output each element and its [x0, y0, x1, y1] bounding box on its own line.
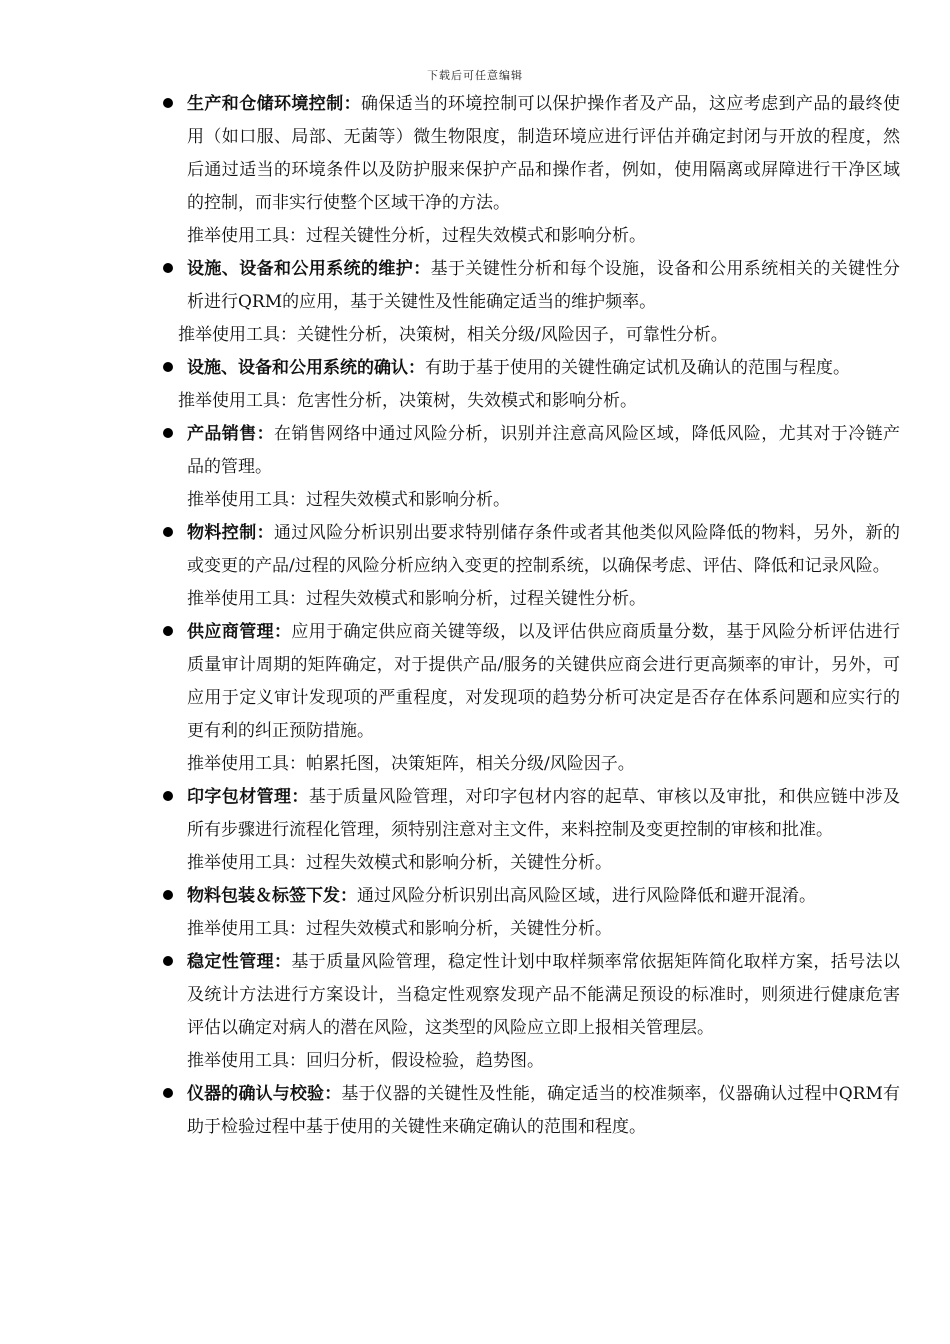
- page-header: 下载后可任意编辑: [427, 69, 523, 82]
- section-material-control: [160, 517, 900, 583]
- section-packaging-labeling: [160, 880, 900, 913]
- recommended-tools: 推举使用工具：过程失效模式和影响分析。: [187, 490, 510, 510]
- section-product-distribution: [160, 418, 900, 484]
- section-title: 设施、设备和公用系统的确认：: [187, 358, 425, 378]
- bullet-icon: [163, 263, 173, 273]
- section-text: 有助于基于使用的关键性确定试机及确认的范围与程度。: [425, 358, 850, 378]
- section-paragraph: [187, 253, 900, 319]
- section-paragraph: [187, 616, 900, 748]
- bullet-icon: [163, 527, 173, 537]
- section-printed-packaging: [160, 781, 900, 847]
- recommended-tools: 推举使用工具：过程失效模式和影响分析，关键性分析。: [187, 853, 612, 873]
- bullet-icon: [163, 428, 173, 438]
- section-paragraph: [187, 880, 900, 913]
- section-title: 印字包材管理：: [187, 787, 309, 807]
- section-title: 仪器的确认与校验：: [187, 1084, 342, 1104]
- section-text: 基于仪器的关键性及性能，确定适当的校准频率，仪器确认过程中QRM有助于检验过程中基于使用的关键性来确定确认的范围和程度。: [187, 1084, 900, 1137]
- recommended-tools: 推举使用工具：过程失效模式和影响分析，关键性分析。: [187, 919, 612, 939]
- section-title: 设施、设备和公用系统的维护：: [187, 259, 431, 279]
- bullet-icon: [163, 890, 173, 900]
- section-title: 生产和仓储环境控制：: [187, 94, 361, 114]
- section-paragraph: [187, 352, 900, 385]
- section-instrument-calibration: [160, 1078, 900, 1144]
- section-title: 产品销售：: [187, 424, 274, 444]
- section-facility-maintenance: [160, 253, 900, 319]
- section-paragraph: [187, 1078, 900, 1144]
- section-facility-qualification: [160, 352, 900, 385]
- section-stability-management: [160, 946, 900, 1045]
- recommended-tools: 推举使用工具：过程失效模式和影响分析，过程关键性分析。: [187, 589, 646, 609]
- bullet-icon: [163, 956, 173, 966]
- section-title: 稳定性管理：: [187, 952, 292, 972]
- section-paragraph: [187, 946, 900, 1045]
- section-paragraph: [187, 88, 900, 220]
- recommended-tools: 推举使用工具：帕累托图，决策矩阵，相关分级/风险因子。: [187, 754, 635, 774]
- recommended-tools: 推举使用工具：危害性分析，决策树，失效模式和影响分析。: [178, 391, 637, 411]
- section-text: 通过风险分析识别出要求特别储存条件或者其他类似风险降低的物料，另外，新的或变更的产品/过程的风险分析应纳入变更的控制系统，以确保考虑、评估、降低和记录风险。: [187, 523, 900, 576]
- recommended-tools: 推举使用工具：过程关键性分析，过程失效模式和影响分析。: [187, 226, 646, 246]
- bullet-icon: [163, 626, 173, 636]
- section-paragraph: [187, 781, 900, 847]
- bullet-icon: [163, 1088, 173, 1098]
- document-body: [160, 88, 900, 1144]
- section-text: 基于关键性分析和每个设施，设备和公用系统相关的关键性分析进行QRM的应用，基于关键性及性能确定适当的维护频率。: [187, 259, 901, 312]
- section-environment-control: [160, 88, 900, 220]
- section-paragraph: [187, 517, 900, 583]
- section-title: 物料包装＆标签下发：: [187, 886, 357, 906]
- section-text: 在销售网络中通过风险分析，识别并注意高风险区域，降低风险，尤其对于冷链产品的管理。: [187, 424, 900, 477]
- bullet-icon: [163, 791, 173, 801]
- section-text: 应用于确定供应商关键等级，以及评估供应商质量分数，基于风险分析评估进行质量审计周期的矩阵确定，对于提供产品/服务的关键供应商会进行更高频率的审计，另外，可应用于定义审计发现项的严重程度，对发现项的趋势分析可决定是否存在体系问题和应实行的更有利的纠正预防措施。: [187, 622, 901, 741]
- section-text: 确保适当的环境控制可以保护操作者及产品，这应考虑到产品的最终使用（如口服、局部、无菌等）微生物限度，制造环境应进行评估并确定封闭与开放的程度，然后通过适当的环境条件以及防护服来保护产品和操作者，例如，使用隔离或屏障进行干净区域的控制，而非实行使整个区域干净的方法。: [187, 94, 900, 213]
- bullet-icon: [163, 362, 173, 372]
- section-title: 供应商管理：: [187, 622, 292, 642]
- bullet-icon: [163, 98, 173, 108]
- section-text: 通过风险分析识别出高风险区域，进行风险降低和避开混淆。: [357, 886, 816, 906]
- recommended-tools: 推举使用工具：关键性分析，决策树，相关分级/风险因子，可靠性分析。: [178, 325, 728, 345]
- section-text: 基于质量风险管理，对印字包材内容的起草、审核以及审批，和供应链中涉及所有步骤进行流程化管理，须特别注意对主文件，来料控制及变更控制的审核和批准。: [187, 787, 901, 840]
- section-supplier-management: [160, 616, 900, 748]
- section-title: 物料控制：: [187, 523, 274, 543]
- section-paragraph: [187, 418, 900, 484]
- section-text: 基于质量风险管理，稳定性计划中取样频率常依据矩阵简化取样方案，括号法以及统计方法进行方案设计，当稳定性观察发现产品不能满足预设的标准时，则须进行健康危害评估以确定对病人的潜在风险，这类型的风险应立即上报相关管理层。: [187, 952, 901, 1038]
- recommended-tools: 推举使用工具：回归分析，假设检验，趋势图。: [187, 1051, 544, 1071]
